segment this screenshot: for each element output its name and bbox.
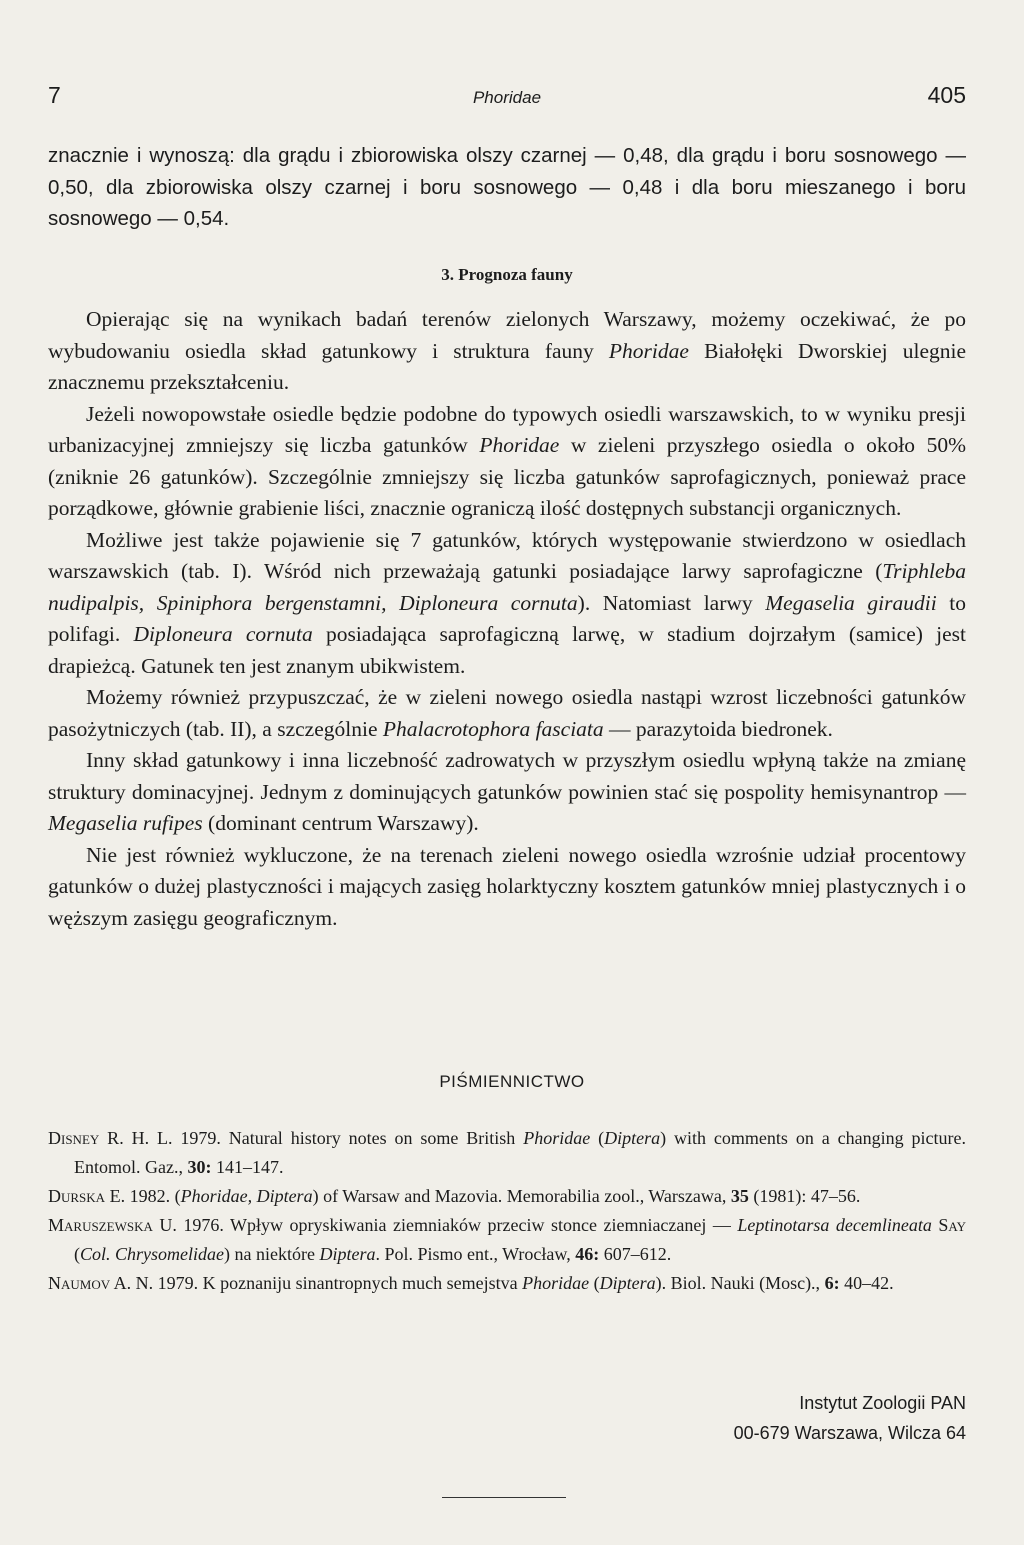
running-head	[48, 82, 966, 114]
affiliation-line: 00-679 Warszawa, Wilcza 64	[733, 1423, 966, 1443]
references-title: PIŚMIENNICTWO	[439, 1072, 585, 1091]
running-title: Phoridae	[472, 88, 542, 107]
left-page-number: 7	[48, 82, 61, 108]
end-rule	[442, 1497, 566, 1498]
references-list	[48, 1124, 966, 1298]
paragraph: Inny skład gatunkowy i inna liczebność zadrowatych w przyszłym osiedlu wpłyną także na zmianę struktury dominacyjnej. Jednym z dominujących gatunków powinien stać się pospolity hemisynantrop — Megaselia rufipes (dominant centrum Warszawy).	[48, 748, 966, 835]
reference-item: Naumov A. N. 1979. K poznaniju sinantropnych much semejstva Phoridae (Diptera). Biol. Nauki (Mosc)., 6: 40–42.	[48, 1273, 894, 1293]
paragraph: Możliwe jest także pojawienie się 7 gatunków, których występowanie stwierdzono w osiedlach warszawskich (tab. I). Wśród nich przeważają gatunki posiadające larwy saprofagiczne (Triphleba nudipalpis, Spiniphora bergenstamni, Diploneura cornuta). Natomiast larwy Megaselia giraudii to polifagi. Diploneura cornuta posiadająca saprofagiczną larwę, w stadium dojrzałym (samice) jest drapieżcą. Gatunek ten jest znanym ubikwistem.	[48, 527, 966, 678]
reference-item: Maruszewska U. 1976. Wpływ opryskiwania ziemniaków przeciw stonce ziemniaczanej — Leptinotarsa decemlineata Say (Col. Chrysomelidae) na niektóre Diptera. Pol. Pismo ent., Wrocław, 46: 607–612.	[48, 1215, 966, 1264]
paragraph: Jeżeli nowopowstałe osiedle będzie podobne do typowych osiedli warszawskich, to w wyniku presji urbanizacyjnej zmniejszy się liczba gatunków Phoridae w zieleni przyszłego osiedla o około 50% (zniknie 26 gatunków). Szczególnie zmniejszy się liczba gatunków saprofagicznych, ponieważ prace porządkowe, głównie grabienie liści, znacznie ograniczą ilość dostępnych substancji organicznych.	[48, 401, 966, 520]
affiliation-line: Instytut Zoologii PAN	[799, 1393, 966, 1413]
paragraph: Opierając się na wynikach badań terenów zielonych Warszawy, możemy oczekiwać, że po wybudowaniu osiedla skład gatunkowy i struktura fauny Phoridae Białołęki Dworskiej ulegnie znacznemu przekształceniu.	[48, 307, 966, 394]
section-heading: 3. Prognoza fauny	[441, 264, 573, 284]
right-page-number: 405	[927, 82, 966, 108]
paragraph: Możemy również przypuszczać, że w zieleni nowego osiedla nastąpi wzrost liczebności gatunków pasożytniczych (tab. II), a szczególnie Phalacrotophora fasciata — parazytoida biedronek.	[48, 685, 966, 741]
reference-item: Disney R. H. L. 1979. Natural history notes on some British Phoridae (Diptera) with comments on a changing picture. Entomol. Gaz., 30: 141–147.	[48, 1128, 966, 1177]
author-affiliation	[734, 1388, 966, 1448]
reference-item: Durska E. 1982. (Phoridae, Diptera) of Warsaw and Mazovia. Memorabilia zool., Warszawa, 35 (1981): 47–56.	[48, 1186, 861, 1206]
paragraph-continuation: znacznie i wynoszą: dla grądu i zbiorowiska olszy czarnej — 0,48, dla grądu i boru sosnowego — 0,50, dla zbiorowiska olszy czarnej i boru sosnowego — 0,48 i dla boru mieszanego i boru sosnowego — 0,54.	[48, 144, 966, 230]
paragraph: Nie jest również wykluczone, że na terenach zieleni nowego osiedla wzrośnie udział procentowy gatunków o dużej plastyczności i mających zasięg holarktyczny kosztem gatunków mniej plastycznych i o węższym zasięgu geograficznym.	[48, 842, 966, 930]
body-text	[48, 140, 966, 934]
